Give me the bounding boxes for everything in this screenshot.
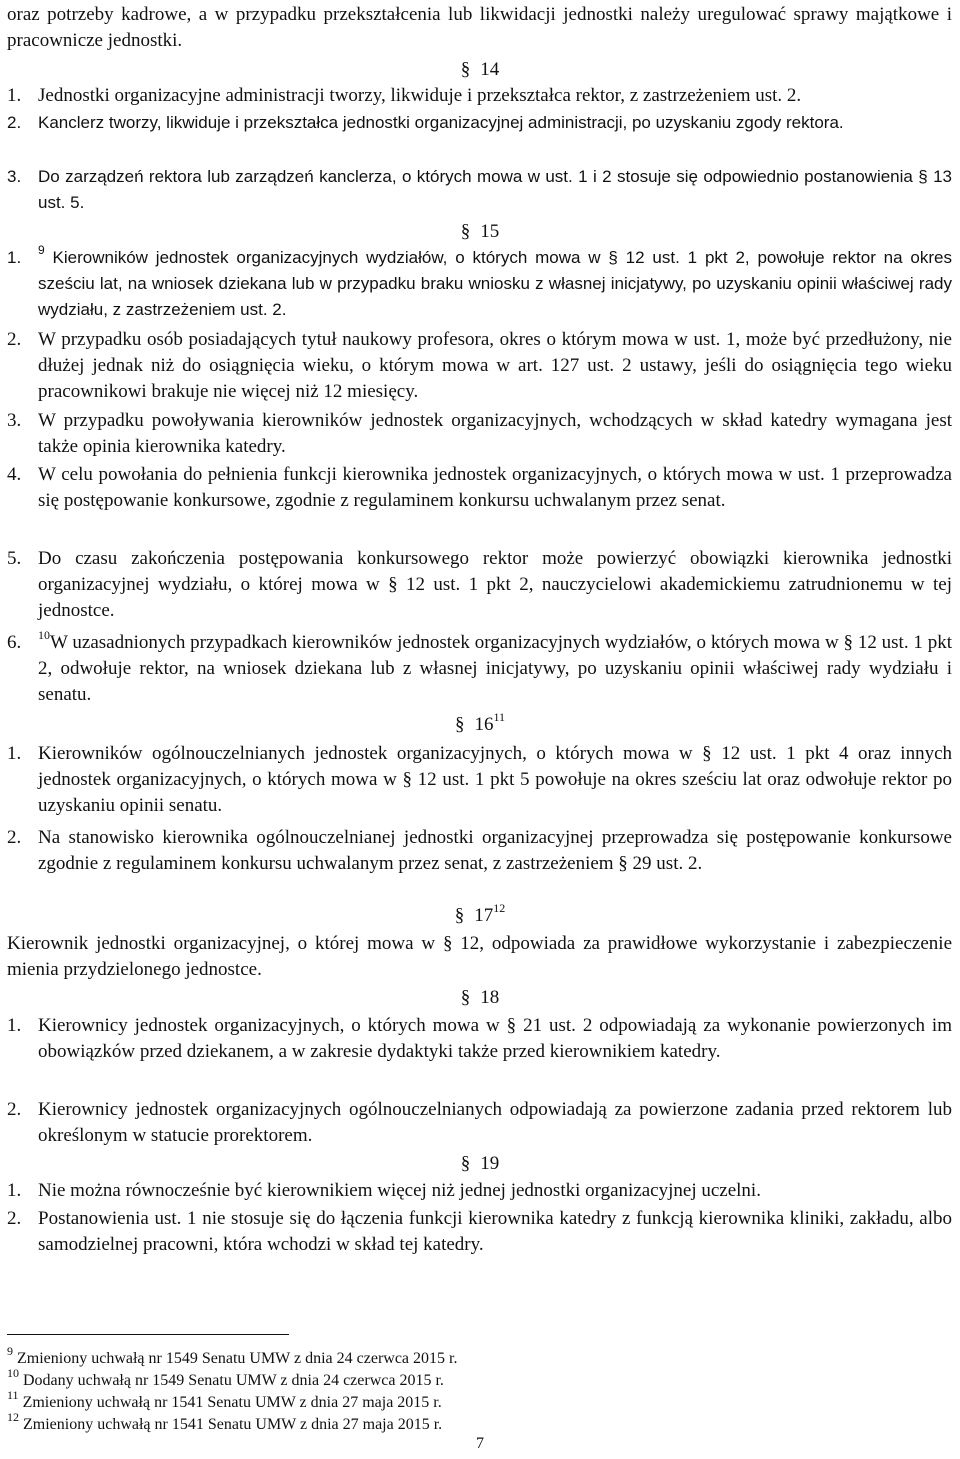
section-heading-15: § 15 [460, 221, 500, 242]
s14-item-2: 2. Kanclerz tworzy, likwiduje i przekształca jednostki organizacyjnej administracji, po uzyskaniu zgody rektora. [7, 113, 844, 132]
section-heading-16: § $16^{11}$ [454, 709, 506, 735]
footnote-12: $^{12}$ Zmieniony uchwałą nr 1541 Senatu UMW z dnia 27 maja 2015 r. [7, 1409, 443, 1433]
s18-item-1: 1. Kierownicy jednostek organizacyjnych, o których mowa w § 21 ust. 2 odpowiadają za wykonanie powierzonych im obowiązków przed dziekanem, a w zakresie dydaktyki także przed kierownikiem katedry. [7, 1015, 952, 1062]
footnote-9: $^9$ Zmieniony uchwałą nr 1549 Senatu UMW z dnia 24 czerwca 2015 r. [7, 1343, 458, 1367]
s15-item-4: 4. W celu powołania do pełnienia funkcji kierownika jednostek organizacyjnych, o których mowa w ust. 1 przeprowadza się postępowanie konkursowe, zgodnie z regulaminem konkursu uchwalanym przez senat. [7, 464, 952, 511]
s15-item-3: 3. W przypadku powoływania kierowników jednostek organizacyjnych, wchodzących w skład katedry wymagana jest także opinia kierownika katedry. [7, 410, 952, 457]
footnote-separator [7, 1334, 289, 1335]
section-heading-14: § 14 [460, 59, 500, 80]
footnote-10: $^{10}$ Dodany uchwałą nr 1549 Senatu UMW z dnia 24 czerwca 2015 r. [7, 1365, 444, 1389]
s14-item-3: 3. Do zarządzeń rektora lub zarządzeń kanclerza, o których mowa w ust. 1 i 2 stosuje się odpowiednio postanowienia § 13 ust. 5. [7, 167, 952, 212]
s15-item-6: 6. $^{10}$W uzasadnionych przypadkach kierowników jednostek organizacyjnych wydziałów, o których mowa w § 12 ust. 1 pkt 2, odwołuje rektor, na wniosek dziekana lub z własnej inicjatywy, po uzyskaniu opinii właściwej rady wydziału i senatu. [7, 627, 952, 705]
section-heading-19: § 19 [460, 1153, 500, 1174]
footnote-ref-12[interactable]: 12 [493, 900, 506, 915]
s15-item-2: 2. W przypadku osób posiadających tytuł naukowy profesora, okres o którym mowa w ust. 1, może być przedłużony, nie dłużej jednak niż do osiągnięcia wieku, o którym mowa w art. 127 ust. 2 ustawy, jeśli do osiągnięcia tego wieku pracownikowi brakuje nie więcej niż 12 miesięcy. [7, 329, 952, 402]
s19-item-2: 2. Postanowienia ust. 1 nie stosuje się do łączenia funkcji kierownika katedry z funkcją kierownika kliniki, zakładu, albo samodzielnej pracowni, która wchodzi w skład tej katedry. [7, 1208, 952, 1255]
s19-item-1: 1. Nie można równocześnie być kierownikiem więcej niż jednej jednostki organizacyjnej uczelni. [7, 1180, 761, 1201]
s17-paragraph: Kierownik jednostki organizacyjnej, o której mowa w § 12, odpowiada za prawidłowe wykorzystanie i zabezpieczenie mienia przydzielonego jednostce. [7, 933, 952, 980]
footnote-ref-9[interactable]: 9 [38, 243, 45, 258]
s16-item-1: 1. Kierowników ogólnouczelnianych jednostek organizacyjnych, o których mowa w § 12 ust. 1 pkt 4 oraz innych jednostek organizacyjnych, o których mowa w § 12 ust. 1 pkt 5 powołuje na okres sześciu lat oraz odwołuje rektor po uzyskaniu opinii senatu. [7, 743, 952, 816]
footnote-ref-10[interactable]: 10 [38, 627, 50, 642]
section-heading-17: § $17^{12}$ [454, 900, 506, 926]
s18-item-2: 2. Kierownicy jednostek organizacyjnych ogólnouczelnianych odpowiadają za powierzone zadania przed rektorem lub określonym w statucie prorektorem. [7, 1099, 952, 1146]
footnote-ref-11[interactable]: 11 [493, 709, 506, 724]
s15-item-5: 5. Do czasu zakończenia postępowania konkursowego rektor może powierzyć obowiązki kierownika jednostki organizacyjnej wydziału, o której mowa w § 12 ust. 1 pkt 2, nauczycielowi akademickiemu zatrudnionemu w tej jednostce. [7, 548, 952, 621]
intro-paragraph: oraz potrzeby kadrowe, a w przypadku przekształcenia lub likwidacji jednostki należy uregulować sprawy majątkowe i pracownicze jednostki. [7, 4, 952, 51]
footnote-11: $^{11}$ Zmieniony uchwałą nr 1541 Senatu UMW z dnia 27 maja 2015 r. [7, 1387, 442, 1411]
page-number: 7 [476, 1435, 484, 1452]
section-heading-18: § 18 [460, 987, 500, 1008]
s15-item-1: 1. $^9$ Kierowników jednostek organizacyjnych wydziałów, o których mowa w § 12 ust. 1 pkt 2, powołuje rektor na okres sześciu lat, na wniosek dziekana lub w przypadku braku wniosku z własnej inicjatywy, po uzyskaniu opinii właściwej rady wydziału, z zastrzeżeniem ust. 2. [7, 243, 952, 319]
s14-item-1: 1. Jednostki organizacyjne administracji tworzy, likwiduje i przekształca rektor, z zastrzeżeniem ust. 2. [7, 85, 802, 106]
s16-item-2: 2. Na stanowisko kierownika ogólnouczelnianej jednostki organizacyjnej przeprowadza się postępowanie konkursowe zgodnie z regulaminem konkursu uchwalanym przez senat, z zastrzeżeniem § 29 ust. 2. [7, 827, 952, 874]
